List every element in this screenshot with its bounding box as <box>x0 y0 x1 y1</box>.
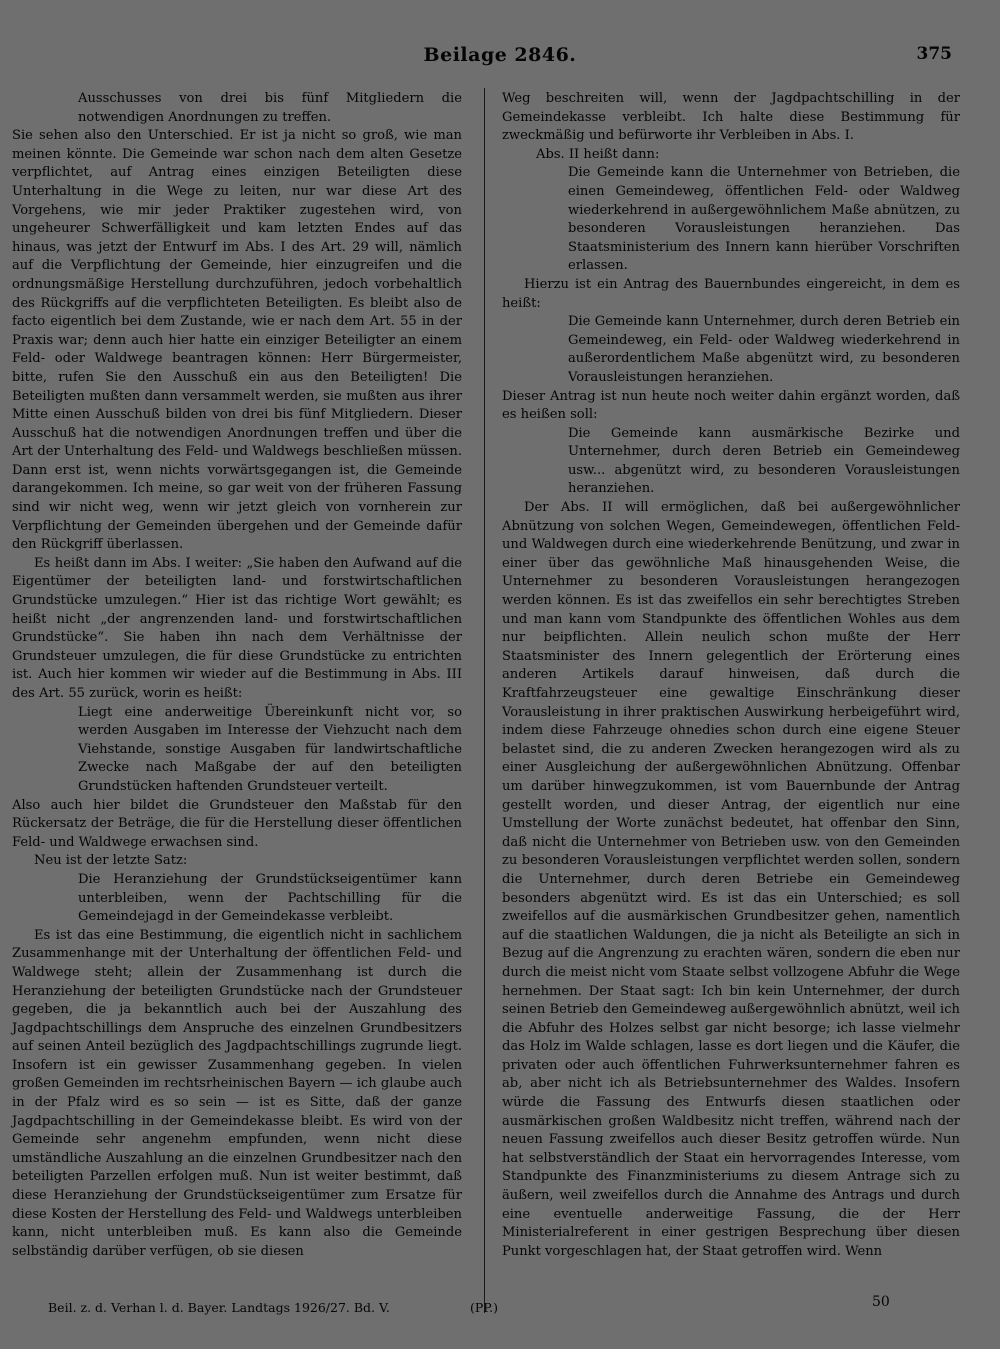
quoted-passage: Die Heranziehung der Grundstückseigentümer kann unterbleiben, wenn der Pachtschilling für die Gemeindejagd in der Gemeindekasse verbleibt. <box>78 871 462 925</box>
quoted-passage: Liegt eine anderweitige Übereinkunft nicht vor, so werden Ausgaben im Interesse der Viehzucht nach dem Viehstande, sonstige Ausgaben für landwirtschaftliche Zwecke nach Maßgabe der auf den beteiligten Grundstücken haftenden Grundsteuer verteilt. <box>78 704 462 794</box>
footer-source-line: Beil. z. d. Verhan l. d. Bayer. Landtags 1926/27. Bd. V. <box>48 1300 390 1315</box>
paragraph: Abs. II heißt dann: <box>536 146 660 162</box>
left-text-column <box>12 90 462 1261</box>
sheet-signature: 50 <box>872 1294 890 1310</box>
paragraph: Also auch hier bildet die Grundsteuer den Maßstab für den Rückersatz der Beträge, die für die Herstellung dieser öffentlichen Feld- und Waldwege erwachsen sind. <box>12 797 462 850</box>
quoted-passage: Die Gemeinde kann Unternehmer, durch deren Betrieb ein Gemeindeweg, ein Feld- oder Waldweg wiederkehrend in außerordentlichem Maße abgenützt wird, zu besonderen Vorausleistungen heranziehen. <box>568 314 960 385</box>
page-title: Beilage 2846. <box>423 44 577 66</box>
paragraph: Hierzu ist ein Antrag des Bauernbundes eingereicht, in dem es heißt: <box>502 276 960 311</box>
paragraph: Es ist das eine Bestimmung, die eigentlich nicht in sachlichem Zusammenhange mit der Unterhaltung der öffentlichen Feld- und Waldwege steht; allein der Zusammenhang ist durch die Heranziehung der beteiligten Grundstücke nach der Grundsteuer gegeben, die ja bekanntlich auch bei der Auszahlung des Jagdpachtschillings dem Anspruche des einzelnen Grundbesitzers auf seinen Anteil bezüglich des Jagdpachtschillings zugrunde liegt. Insofern ist ein gewisser Zusammenhang gegeben. In vielen großen Gemeinden im rechtsrheinischen Bayern — ich glaube auch in der Pfalz wird es so sein — ist es Sitte, daß der ganze Jagdpachtschilling in der Gemeindekasse bleibt. Es wird von der Gemeinde sehr angenehm empfunden, wenn nicht diese umständliche Auszahlung an die einzelnen Grundbesitzer nach den beteiligten Parzellen erfolgen muß. Nun ist weiter bestimmt, daß diese Heranziehung der Grundstückseigentümer zum Ersatze für diese Kosten der Herstellung des Feld- und Waldwegs unterbleiben kann, nicht unterbleiben muß. Es kann also die Gemeinde selbständig darüber verfügen, ob sie diesen <box>12 927 462 1259</box>
paragraph: Neu ist der letzte Satz: <box>34 853 188 869</box>
quoted-passage: Die Gemeinde kann ausmärkische Bezirke und Unternehmer, durch deren Betrieb ein Gemeindeweg usw... abgenützt wird, zu besonderen Vorausleistungen heranziehen. <box>568 425 960 497</box>
page-number: 375 <box>916 44 952 64</box>
column-divider <box>484 88 485 1313</box>
paragraph: Es heißt dann im Abs. I weiter: „Sie haben den Aufwand auf die Eigentümer der beteiligten land- und forstwirtschaftlichen Grundstücke umzulegen.“ Hier ist das richtige Wort gewählt; es heißt nicht „der angrenzenden land- und forstwirtschaftlichen Grundstücke“. Sie haben ihn nach dem Verhältnisse der Grundsteuer umzulegen, die für diese Grundstücke zu entrichten ist. Auch hier kommen wir wieder auf die Bestimmung in Abs. III des Art. 55 zurück, worin es heißt: <box>12 555 462 701</box>
quoted-passage: Die Gemeinde kann die Unternehmer von Betrieben, die einen Gemeindeweg, öffentlichen Feld- oder Waldweg wiederkehrend in außergewöhnlichem Maße abnützen, zu besonderen Vorausleistungen heranziehen. Das Staatsministerium des Innern kann hierüber Vorschriften erlassen. <box>568 165 960 274</box>
paragraph: Sie sehen also den Unterschied. Er ist ja nicht so groß, wie man meinen könnte. Die Gemeinde war schon nach dem alten Gesetze verpflichtet, auf Antrag eines einzigen Beteiligten diese Unterhaltung in die Wege zu leiten, nur war diese Art des Vorgehens, wie mir jeder Praktiker zugestehen wird, von ungeheurer Schwerfälligkeit und kam letzten Endes auf das hinaus, was jetzt der Entwurf im Abs. I des Art. 29 will, nämlich auf die Verpflichtung der Gemeinde, hier einzugreifen und die ordnungsmäßige Herstellung durchzuführen, jedoch vorbehaltlich des Rückgriffs auf die verpflichteten Beteiligten. Es bleibt also de facto eigentlich bei dem Zustande, wie er nach dem Art. 55 in der Praxis war; denn auch hier hatte ein einziger Beteiligter an einem Feld- oder Waldwege beantragen können: Herr Bürgermeister, bitte, rufen Sie den Ausschuß ein aus den Beteiligten! Die Beteiligten mußten dann versammelt werden, sie mußten aus ihrer Mitte einen Ausschuß bilden von drei bis fünf Mitgliedern. Dieser Ausschuß hat die notwendigen Anordnungen treffen und über die Art der Unterhaltung des Feld- und Waldwegs beschließen müssen. Dann erst ist, wenn nichts vorwärtsgegangen ist, die Gemeinde darangekommen. Ich meine, so gar weit von der früheren Fassung sind wir nicht weg, wenn wir jetzt gleich von vornherein zur Verpflichtung der Gemeinden übergehen und der Gemeinde dafür den Rückgriff überlassen. <box>12 128 462 553</box>
footer-mark: (PP.) <box>470 1300 499 1315</box>
paragraph: Weg beschreiten will, wenn der Jagdpachtschilling in der Gemeindekasse verbleibt. Ich halte diese Bestimmung für zweckmäßig und befürworte ihr Verbleiben in Abs. I. <box>502 91 960 144</box>
quoted-passage: Ausschusses von drei bis fünf Mitgliedern die notwendigen Anordnungen zu treffen. <box>78 91 462 125</box>
paragraph: Der Abs. II will ermöglichen, daß bei außergewöhnlicher Abnützung von solchen Wegen, Gemeindewegen, öffentlichen Feld- und Waldwegen durch eine wiederkehrende Benützung, und zwar in einer über das gewöhnliche Maß hinausgehenden Weise, die Unternehmer zu besonderen Vorausleistungen herangezogen werden können. Es ist das zweifellos ein sehr berechtigtes Streben und man kann vom Standpunkte des öffentlichen Wohles aus dem nur beipflichten. Allein neulich schon mußte der Herr Staatsminister des Innern gelegentlich der Erörterung eines anderen Artikels darauf hinweisen, daß durch die Kraftfahrzeugsteuer eine gewaltige Einschränkung dieser Vorausleistung in ihrer praktischen Auswirkung herbeigeführt wird, indem diese Fahrzeuge ohnedies schon durch eine eigene Steuer belastet sind, die zu anderen Zwecken herangezogen wird als zu einer Ausgleichung der außergewöhnlichen Abnützung. Offenbar um darüber hinwegzukommen, ist vom Bauernbunde der Antrag gestellt worden, und dieser Antrag, der eigentlich nur eine Umstellung der Worte zunächst bedeutet, hat offenbar den Sinn, daß nicht die Unternehmer von Betrieben usw. von den Gemeinden zu besonderen Vorausleistungen verpflichtet werden sollen, sondern die Unternehmer, durch deren Betriebe ein Gemeindeweg besonders abgenützt wird. Es ist das ein Unterschied; es soll zweifellos auf die ausmärkischen Grundbesitzer gehen, namentlich auf die staatlichen Waldungen, die ja nicht als Beteiligte an sich in Bezug auf die Angrenzung zu erachten wären, sondern die eben nur durch die meist nicht vom Staate selbst vollzogene Abfuhr die Wege hernehmen. Der Staat sagt: Ich bin kein Unternehmer, der durch seinen Betrieb den Gemeindeweg außergewöhnlich abnützt, weil ich die Abfuhr des Holzes selbst gar nicht besorge; ich lasse vielmehr das Holz im Walde schlagen, lasse es dort liegen und die Käufer, die privaten oder auch öffentlichen Fuhrwerksunternehmer fahren es ab, aber nicht ich als Betriebsunternehmer des Waldes. Insofern würde die Fassung des Entwurfs diesen staatlichen oder ausmärkischen großen Waldbesitz nicht treffen, während nach der neuen Fassung zweifellos auch dieser Besitz getroffen würde. Nun hat selbstverständlich der Staat ein hervorragendes Interesse, vom Standpunkte des Finanzministeriums zu diesem Antrage sich zu äußern, weil zweifellos durch die Annahme des Antrags und durch eine eventuelle anderweitige Fassung, die der Herr Ministerialreferent in einer gestrigen Besprechung über diesen Punkt vorgeschlagen hat, der Staat getroffen wird. Wenn <box>502 500 960 1259</box>
right-text-column <box>502 90 960 1261</box>
paragraph: Dieser Antrag ist nun heute noch weiter dahin ergänzt worden, daß es heißen soll: <box>502 388 960 423</box>
